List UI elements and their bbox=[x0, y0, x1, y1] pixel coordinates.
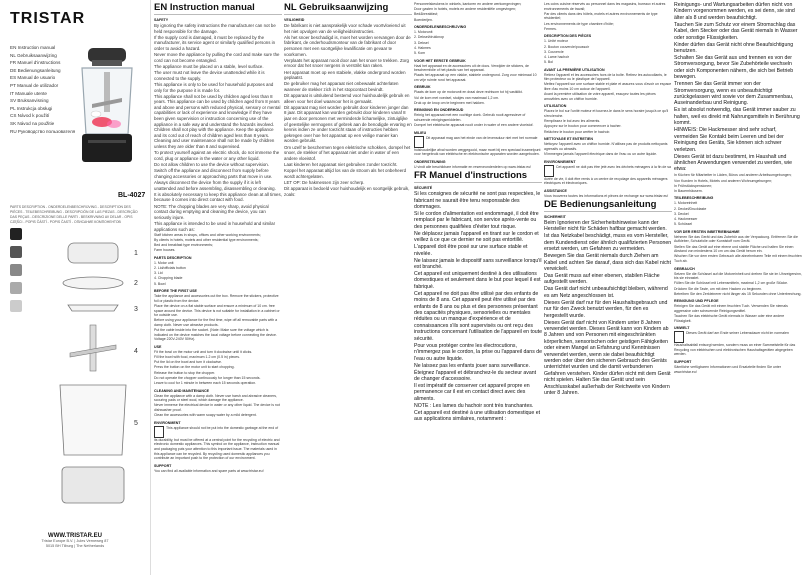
use-instructions-item: Do not operate the chopper continuously for longer than 15 seconds. bbox=[154, 375, 261, 380]
diagram-label-2: 2 bbox=[134, 280, 138, 287]
environment-body: Cet appareil ne doit pas être jeté avec les déchets ménagers à la fin de sa durée de vie, il doit être remis à un centre de recyclage des appareils ménagers électriques et électroniques. bbox=[544, 164, 671, 186]
environment-text bbox=[154, 426, 282, 461]
website-link[interactable]: WWW.TRISTAR.EU bbox=[48, 533, 102, 539]
safety-paragraph: If the supply cord is damaged, it must be replaced by the manufacturer, its service agent or similarly qualified persons in order to avoid a hazard. bbox=[154, 34, 276, 51]
support-text: You can find all available information and spare parts at www.tristar.eu! bbox=[154, 468, 264, 473]
before-first-use-item: Take the appliance and accessories out the box. Remove the stickers, protective foil or plastic from the device. bbox=[154, 294, 279, 303]
parts-description-item: 1. Motor unit bbox=[154, 260, 174, 265]
diagram-label-3: 3 bbox=[134, 306, 138, 313]
diagram-label-1: 1 bbox=[134, 250, 138, 257]
safety-paragraph: Ne laissez pas les enfants jouer sans surveillance. bbox=[414, 362, 530, 369]
usage-item: Von Kunden in Hotels, Motels und anderen Wohnumgebungen; bbox=[674, 178, 773, 183]
safety-heading: SICHERHEIT bbox=[544, 214, 566, 219]
environment-heading: ENVIRONNEMENT bbox=[544, 159, 576, 164]
before-first-use-item: Nehmen Sie das Gerät und das Zubehör aus der Verpackung. Entfernen Sie die Aufkleber, Schutzfolie oder Kunststoff vom Gerät. bbox=[674, 234, 798, 244]
parts-description-item: 5. Bowl bbox=[154, 281, 166, 286]
safety-paragraph: Das Gerät darf nicht unbeaufsichtigt bleiben, während es am Netz angeschlossen ist. bbox=[544, 286, 668, 299]
use-instructions-item: Leave to cool for 1 minute in between each 15 seconds operation. bbox=[154, 381, 257, 386]
safety-paragraph: Als het snoer beschadigd is, moet het worden vervangen door de fabrikant, de onderhoudsmonteur van de fabrikant of door personen met een soortgelijke kwalificatie om gevaar te voorkomen. bbox=[284, 34, 411, 57]
parts-description-item: 4. Chopping blade bbox=[154, 276, 183, 281]
safety-paragraph: Schalten Sie das Gerät aus und trennen es von der Stromversorgung, bevor Sie Zubehörteile wechseln oder sich Komponenten nähern, die sich bei Betrieb bewegen. bbox=[674, 55, 794, 81]
safety-heading: SAFETY bbox=[154, 18, 169, 22]
usage-item: Fermes. bbox=[544, 26, 557, 31]
safety-paragraph: Het apparaat moet op een stabiele, vlakke ondergrond worden geplaatst. bbox=[284, 69, 406, 81]
safety-paragraph: Bewegen Sie das Gerät niemals durch Ziehen am Kabel und achten Sie darauf, dass sich das Kabel nicht verwickelt. bbox=[544, 253, 671, 272]
usage-item: Les coins cuisine réservés au personnel dans les magasins, bureaux et autres environnements de travail; bbox=[544, 2, 666, 11]
safety-paragraph: This appliance is only to be used for household purposes and only for the purpose it is made for. bbox=[154, 81, 274, 93]
safety-paragraph: De fabrikant is niet aansprakelijk voor schade voortvloeiend uit het niet opvolgen van de veiligheidsinstructies. bbox=[284, 23, 406, 34]
parts-description-item: 2. Lid/officials button bbox=[154, 266, 186, 271]
environment-heading: MILIEU bbox=[414, 130, 427, 135]
safety-paragraph: Dieses Gerät ist dazu bestimmt, im Haushalt und ähnlichen Anwendungen verwendet zu werden, wie etwa: bbox=[674, 153, 792, 173]
safety-paragraph: Es ist absolut notwendig, das Gerät immer sauber zu halten, weil es direkt mit Nahrungsmitteln in Berührung kommt. bbox=[674, 107, 800, 127]
safety-paragraph: Ist das Netzkabel beschädigt, muss es vom Hersteller, dem Kundendienst oder ähnlich qualifizierten Personen ersetzt werden, um Gefahren zu vermeiden. bbox=[544, 233, 672, 253]
before-first-use-item: Haal het apparaat en de accessoires uit de doos. Verwijder de stickers, de beschermfolie of het plastic van het apparaat. bbox=[414, 63, 529, 73]
usage-item: Les environnements de type chambre d'hôte; bbox=[544, 21, 614, 26]
use-instructions-item: Vul de kom met voedsel, stukjes van maximaal 1,2 cm. bbox=[414, 95, 500, 100]
parts-description-item: 4. Lame hachoir bbox=[544, 54, 570, 59]
recycle-bin-icon bbox=[544, 165, 554, 177]
use-instructions-item: Press the button on the motor unit to start chopping. bbox=[154, 365, 235, 370]
use-instructions-item: Placez le bol sur l'unité moteur et tournez-le dans le sens horaire jusqu'à ce qu'il s'enclenche. bbox=[544, 109, 669, 119]
safety-paragraph: Das Gerät muss auf einer ebenen, stabilen Fläche aufgestellt werden. bbox=[544, 272, 660, 286]
before-first-use-item: Before using your appliance for the first time, wipe off all removable parts with a damp cloth. Never use abrasive products. bbox=[154, 318, 278, 327]
cleaning-maintenance-item: Clean the appliance with a damp cloth. Never use harsh and abrasive cleaners, scouring pads or steel wool, which damage the appliance. bbox=[154, 393, 277, 403]
section-heading: EN Instruction manual bbox=[154, 2, 282, 15]
model-number: BL-4027 bbox=[118, 192, 146, 199]
cleaning-maintenance-item: Reinig het apparaat met een vochtige doek. Gebruik nooit agressieve of schurende reinigingsmiddelen. bbox=[414, 113, 526, 123]
environment-text bbox=[674, 331, 802, 357]
use-instructions-heading: GEBRAUCH bbox=[674, 266, 695, 271]
cleaning-maintenance-item: Tauchen Sie das elektrische Gerät niemals in Wasser oder eine andere Flüssigkeit. bbox=[674, 314, 785, 323]
use-instructions-item: Füllen Sie die Schüssel mit Lebensmitteln, maximal 1,2 cm große Stücke. bbox=[674, 281, 788, 286]
usage-item: Bed&breakfast; bbox=[414, 12, 438, 17]
safety-paragraph: L'appareil doit être posé sur une surface stable et nivelée. bbox=[414, 244, 528, 257]
exploded-parts-diagram bbox=[38, 235, 148, 535]
column-fr-continued bbox=[544, 2, 672, 572]
before-first-use-item: Stellen Sie das Gerät auf eine ebene und stabile Fläche und halten Sie einen Abstand von mindestens 10 cm um das Gerät herum ein. bbox=[674, 244, 794, 254]
before-first-use-item: Avant la première utilisation de votre appareil, essuyez toutes les pièces amovibles avec un chiffon humide. bbox=[544, 92, 656, 101]
safety-paragraph: Pour vous protéger contre les électrocutions, n'immergez pas le cordon, la prise ou l'appareil dans de l'eau ou autre liquide. bbox=[414, 342, 542, 362]
recycle-bin-icon bbox=[674, 331, 684, 343]
cleaning-maintenance-heading: REINIGING EN ONDERHOUD bbox=[414, 108, 464, 113]
cleaning-maintenance-item: Reinigen Sie das Gerät mit einem feuchten Tuch. Verwenden Sie niemals aggressive oder scheuernde Reinigungsmittel. bbox=[674, 304, 788, 313]
support-heading: SUPPORT bbox=[154, 463, 172, 468]
language-entry[interactable]: RU Руководство пользователя bbox=[10, 128, 76, 134]
safety-heading: VEILIGHEID bbox=[284, 18, 305, 22]
safety-paragraph: Si les consignes de sécurité ne sont pas respectées, le fabricant ne saurait être tenu responsable des dommages. bbox=[414, 191, 541, 210]
usage-item: Door gasten in hotels, motels en andere residentiële omgevingen; bbox=[414, 7, 516, 12]
parts-description-item: 1. Motoreinheit bbox=[674, 201, 698, 206]
cleaning-maintenance-item: Clean the accessories with warm soapy water by a mild detergent. bbox=[154, 413, 257, 418]
usage-item: Bed and breakfast type environments; bbox=[154, 243, 213, 248]
safety-paragraph: LET OP: De hakmessen zijn zeer scherp. bbox=[284, 179, 365, 185]
use-instructions-item: Setzen Sie die Schüssel auf die Motoreinheit und drehen Sie sie im Uhrzeigersinn, bis sie einrastet. bbox=[674, 271, 802, 281]
safety-paragraph: This appliance shall not be used by children aged less than 8 years. This appliance can be used by children aged from 8 years and above and persons with reduced physical, sensory or mental capabilities or lack of experience and knowledge if they have been given supervision or instruction concerning use of the appliance in a safe way and understand the hazards involved. Children shall not play with the appliance. Keep the appliance and its cord out of reach of children aged less than 8 years. Cleaning and user maintenance shall not be made by children unless they are older than 8 and supervised. bbox=[154, 93, 281, 150]
usage-item: Par des clients dans des hôtels, motels et autres environnements de type résidentiel; bbox=[544, 11, 658, 21]
support-text: Sämtliche verfügbaren Informationen und Ersatzteile finden Sie unter www.tristar.eu! bbox=[674, 365, 782, 374]
language-entry[interactable]: IT Manuale utente bbox=[10, 90, 47, 96]
safety-paragraph: Éteignez l'appareil et débranchez-le du secteur avant de changer d'accessoire. bbox=[414, 369, 537, 382]
use-instructions-item: Put the lid on the bowl and turn it clockwise. bbox=[154, 360, 222, 365]
parts-description-item: 2. Bouton couvercle/poussoir bbox=[544, 44, 590, 49]
before-first-use-item: Put the cable inside into the socket. (Note: Make sure the voltage which is indicated on the device matches the local voltage before connecting the device. Voltage 220V-240V 50Hz). bbox=[154, 328, 277, 342]
safety-paragraph: Ne déplacez jamais l'appareil en tirant sur le cordon et veillez à ce que ce dernier ne soit pas entortillé. bbox=[414, 230, 539, 244]
usage-item: Staff kitchen areas in shops, offices and other working environments; bbox=[154, 232, 261, 237]
usage-item: Boerderijen. bbox=[414, 17, 433, 22]
safety-paragraph: Dieses Gerät darf nicht von Kindern unter 8 Jahren verwendet werden. Dieses Gerät kann von Kindern ab 8 Jahren und von Personen mit eingeschränkten körperlichen, sensorischen oder geistigen Fähigkeiten oder einem Mangel an Erfahrung und Kenntnissen verwendet werden, wenn sie dabei beaufsichtigt werden oder über den sicheren Gebrauch des Geräts unterrichtet wurden und die damit verbundenen Gefahren verstehen. Kinder dürfen nicht mit dem Gerät nicht spielen. Halten Sie das Gerät und sein Anschlusskabel außerhalb der Reichweite von Kindern unter 8 Jahren. bbox=[544, 319, 671, 397]
diagram-label-4: 4 bbox=[134, 348, 138, 355]
language-entry[interactable]: NL Gebruiksaanwijzing bbox=[10, 52, 57, 58]
safety-paragraph: Koppel het apparaat altijd los van de stroom als het onbeheerd wordt achtergelaten. bbox=[284, 168, 407, 179]
parts-description-item: 4. Hakmes bbox=[414, 45, 431, 50]
cleaning-maintenance-item: Never immerse the electrical device in water or any other liquid. The device is not dishwasher proof. bbox=[154, 403, 280, 412]
usage-item: In Frühstückspensionen; bbox=[674, 183, 713, 188]
cleaning-maintenance-item: N'immergez jamais l'appareil électrique dans de l'eau ou un autre liquide. bbox=[544, 151, 658, 156]
cleaning-maintenance-item: Dompel het elektrische apparaat nooit onder in water of een andere vloeistof. bbox=[414, 123, 534, 128]
environment-heading: ENVIRONMENT bbox=[154, 420, 181, 425]
cover-footer bbox=[0, 533, 150, 549]
safety-paragraph: It is absolutely necessary to keep this appliance clean at all times, because it comes into direct contact with food. bbox=[154, 191, 282, 203]
safety-paragraph: Cet appareil est uniquement destiné à des utilisations domestiques et seulement dans le but pour lequel il est fabriqué. bbox=[414, 271, 541, 290]
before-first-use-item: Wischen Sie vor dem ersten Gebrauch alle abnehmbaren Teile mit einem feuchten Tuch ab. bbox=[674, 254, 802, 263]
column-de-continued bbox=[674, 2, 802, 572]
support-heading: ASSISTANCE bbox=[544, 188, 567, 193]
safety-paragraph: Dit apparaat is bedoeld voor huishoudelijk en soortgelijk gebruik, zoals: bbox=[284, 186, 410, 197]
parts-description-item: 4. Hackmesser bbox=[674, 217, 698, 222]
usage-item: In Bauernhäusern. bbox=[674, 188, 703, 193]
language-entry[interactable]: EN Instruction manual bbox=[10, 45, 56, 50]
safety-paragraph: Ne laissez jamais le dispositif sans surveillance lorsqu'il est branché. bbox=[414, 257, 542, 271]
parts-description-item: 3. Deksel bbox=[414, 40, 429, 45]
section-heading: NL Gebruiksaanwijzing bbox=[284, 2, 412, 15]
before-first-use-heading: AVANT LA PREMIÈRE UTILISATION bbox=[544, 67, 605, 72]
before-first-use-heading: VOR DER ERSTEN INBETRIEBNAHME bbox=[674, 229, 740, 234]
support-text: Vous trouverez toutes les informations et pièces de rechange sur www.tristar.eu! bbox=[544, 193, 669, 198]
safety-paragraph: The appliance must be placed on a stable, level surface. bbox=[154, 63, 264, 69]
use-instructions-item: Fill the bowl with food, maximum 1.2 cm (0.5 in) pieces. bbox=[154, 355, 240, 360]
cover-panel bbox=[0, 0, 151, 575]
safety-paragraph: Cet appareil est destiné à une utilisation domestique et aux applications similaires, notamment : bbox=[414, 409, 541, 423]
safety-paragraph: Verplaats het apparaat nooit door aan het snoer te trekken. Zorg ervoor dat het snoer nergens in verstrikt kan raken. bbox=[284, 57, 409, 69]
language-entry[interactable]: SV Bruksanvisning bbox=[10, 98, 49, 104]
safety-paragraph: Il est impératif de conserver cet appareil propre en permanence car il est en contact direct avec des aliments. bbox=[414, 382, 530, 402]
address-line-2: 5015 BH Tilburg | The Netherlands bbox=[45, 544, 105, 549]
parts-description-item: 1. Motorunit bbox=[414, 30, 433, 35]
language-entry[interactable]: SK Návod na použitie bbox=[10, 120, 55, 126]
usage-item: Personeelskeukens in winkels, kantoren en andere werkomgevingen; bbox=[414, 2, 522, 6]
safety-paragraph: This appliance is intended to be used in household and similar applications such as: bbox=[154, 220, 276, 232]
safety-paragraph: Beim Ignorieren der Sicherheitshinweise kann der Hersteller nicht für Schäden haftbar gemacht werden. bbox=[544, 219, 667, 233]
brand-logo: TRISTAR bbox=[10, 10, 86, 27]
safety-paragraph: Switch off the appliance and disconnect from supply before changing accessories or approaching parts that move in use. bbox=[154, 168, 273, 179]
safety-paragraph: The user must not leave the device unattended while it is connected to the supply. bbox=[154, 70, 265, 81]
support-heading: ONDERSTEUNING bbox=[414, 160, 446, 164]
parts-description-item: 5. Kom bbox=[414, 50, 426, 55]
usage-item: In Küchen für Mitarbeiter in Läden, Büros und anderen Arbeitsumgebungen; bbox=[674, 173, 792, 178]
column-en bbox=[154, 2, 282, 572]
diagram-label-5: 5 bbox=[134, 420, 138, 427]
parts-description-item: 2. Deksel/drukknop bbox=[414, 35, 444, 40]
cleaning-maintenance-item: Nettoyez l'appareil avec un chiffon humide. N'utilisez pas de produits nettoyants agressifs ou abrasifs. bbox=[544, 142, 668, 151]
parts-description-item: 5. Bol bbox=[544, 60, 553, 65]
recycle-bin-icon bbox=[414, 136, 424, 148]
before-first-use-item: Place the device on a flat stable surface and ensure a minimum of 10 cm. free space around the device. This device is not suitable for installation in a cabinet or for outside use. bbox=[154, 303, 280, 318]
use-instructions-item: Remplissez le bol avec les aliments. bbox=[544, 119, 601, 124]
parts-description-heading: ONDERDELENBESCHRIJVING bbox=[414, 25, 467, 30]
safety-paragraph: Dieses Gerät darf nur für den Haushaltsgebrauch und nur für den Zweck benutzt werden, für den es hergestellt wurde. bbox=[544, 299, 668, 319]
safety-paragraph: NOTE : Les lames du hachoir sont très tranchantes. bbox=[414, 402, 534, 409]
support-heading: SUPPORT bbox=[674, 360, 692, 365]
language-entry[interactable]: FR Manuel d'instructions bbox=[10, 60, 61, 66]
before-first-use-item: Retirez l'appareil et les accessoires hors de la boîte. Retirez les autocollants, le film protecteur ou le plastique de l'appareil. bbox=[544, 72, 667, 82]
safety-paragraph: Si le cordon d'alimentation est endommagé, il doit être remplacé par le fabricant, son service après-vente ou des personnes qualifiées d'éviter tout risque. bbox=[414, 211, 539, 230]
safety-paragraph: Laat kinderen het apparaat niet gebruiken zonder toezicht. bbox=[284, 162, 398, 167]
column-nl-continued bbox=[414, 2, 542, 572]
language-entry[interactable]: CS Návod k použití bbox=[10, 113, 50, 119]
safety-heading: SÉCURITÉ bbox=[414, 186, 433, 191]
safety-paragraph: Reinigungs- und Wartungsarbeiten dürfen nicht von Kindern vorgenommen werden, es sei denn, sie sind älter als 8 und werden beaufsichtigt. bbox=[674, 2, 795, 21]
use-instructions-item: Plaats de kom op de motorunit en draai deze rechtsom tot hij vastklikt. bbox=[414, 90, 523, 95]
parts-description-item: 3. Lid bbox=[154, 271, 163, 276]
environment-text bbox=[544, 165, 672, 186]
safety-paragraph: Never move the appliance by pulling the cord and make sure the cord can not become entangled. bbox=[154, 52, 280, 63]
safety-paragraph: NOTE: The chopping blades are very sharp, avoid physical contact during emptying and cleaning the device, you can seriously injure. bbox=[154, 203, 269, 220]
before-first-use-heading: VOOR HET EERSTE GEBRUIK bbox=[414, 58, 466, 63]
parts-description-heading: PARTS DESCRIPTION bbox=[154, 255, 192, 260]
safety-paragraph: Dit apparaat mag niet worden gebruikt door kinderen jonger dan 8 jaar. Dit apparaat kan worden gebruikt door kinderen vanaf 8 jaar en door personen met verminderde lichamelijke, zintuiglijke of geestelijke vermogens of gebrek aan de benodigde ervaring en kennis indien ze onder toezicht staan of instructies hebben gekregen over hoe het apparaat op een veilige manier kan worden gebruikt. bbox=[284, 104, 412, 144]
part-icons bbox=[10, 228, 30, 318]
use-instructions-item: Release the button to stop the chopper. bbox=[154, 370, 216, 375]
safety-paragraph: By ignoring the safety instructions the manufacturer can not be held responsible for the damage. bbox=[154, 23, 276, 34]
environment-body: Dieses Gerät darf am Ende seiner Lebensdauer nicht im normalen Haushaltsabfall entsorgt werden, sondern muss an einer Sammelstelle für das Recycling von elektrischen und elektronischen Haushaltsgeräten abgegeben werden. bbox=[674, 331, 796, 357]
before-first-use-item: Mettez l'appareil sur une surface stable et plate et assurez-vous d'avoir un espace libre d'au moins 10 cm autour de l'appareil. bbox=[544, 82, 672, 92]
safety-paragraph: Kinder dürfen das Gerät nicht ohne Beaufsichtigung benutzen. bbox=[674, 41, 794, 55]
parts-description-heading: TEILEBESCHREIBUNG bbox=[674, 196, 714, 201]
safety-paragraph: Om uzelf te beschermen tegen elektrische schokken, dompel het snoer, de stekker of het apparaat niet onder in water of een andere vloeistof. bbox=[284, 144, 411, 161]
support-text: U vindt alle beschikbare informatie en reserveonderdelen op www.tristar.eu! bbox=[414, 165, 532, 169]
use-instructions-item: Drücken Sie die Taste, um mit dem Hacken zu beginnen. bbox=[674, 286, 763, 291]
use-instructions-item: Fit the bowl on the motor unit and turn it clockwise until it clicks. bbox=[154, 349, 253, 354]
cleaning-maintenance-heading: REINIGUNG UND PFLEGE bbox=[674, 299, 719, 304]
language-entry[interactable]: PL Instrukcja obsługi bbox=[10, 105, 53, 111]
safety-paragraph: Do not allow children to use the device without supervision. bbox=[154, 162, 269, 167]
parts-description-item: 2. Deckel/Drucktaste bbox=[674, 206, 707, 211]
section-heading: FR Manuel d'instructions bbox=[414, 170, 542, 183]
safety-paragraph: Always disconnect the device from the supply if it is left unattended and before assembling, disassembling or cleaning. bbox=[154, 179, 276, 191]
use-instructions-item: Druk op de knop om te beginnen met hakken. bbox=[414, 100, 485, 105]
language-entry[interactable]: DE Bedienungsanleitung bbox=[10, 67, 61, 73]
cleaning-maintenance-heading: NETTOYAGE ET ENTRETIEN bbox=[544, 137, 593, 142]
usage-item: Farm houses. bbox=[154, 248, 176, 253]
language-entry[interactable]: PT Manual de utilizador bbox=[10, 82, 59, 88]
language-entry[interactable]: ES Manual de usuario bbox=[10, 75, 56, 81]
environment-body: This appliance should not be put into the domestic garbage at the end of its durability, but must be offered at a central point for the recycling of electric and electronic domestic appliances. This symbol on the appliance, instruction manual and packaging puts your attention to this important issue. The materials used in this appliance can be recycled. By recycling used domestic appliances you contribute an important push to the protection of our environment. bbox=[154, 425, 280, 461]
use-instructions-item: Appuyez sur le bouton pour commencer à hacher. bbox=[544, 124, 622, 129]
usage-item: By clients in hotels, motels and other residential type environments; bbox=[154, 237, 259, 242]
environment-body: Dit apparaat mag aan het einde van de levensduur niet met het normale huishoudelijke afval worden weggegooid, maar moet bij een speciaal inzamelpunt voor hergebruik van elektrische en elektronische apparaten worden aangeboden. bbox=[414, 135, 541, 157]
parts-description-item: 3. Couvercle bbox=[544, 49, 564, 54]
parts-description-heading: DESCRIPTION DES PIÈCES bbox=[544, 34, 592, 39]
safety-paragraph: Cet appareil ne doit pas être utilisé par des enfants de moins de 8 ans. Cet appareil peut être utilisé par des enfants de 8 ans ou plus et des personnes présentant des capacités physiques, sensorielles ou mentales réduites ou un manque d'expérience et de connaissances s'ils sont supervisés ou ont reçu des instructions concernant l'utilisation de l'appareil en toute sécurité. bbox=[414, 290, 542, 342]
safety-paragraph: Dit apparaat is uitsluitend bestemd voor huishoudelijk gebruik en alleen voor het doel waarvoor het is gemaakt. bbox=[284, 93, 410, 104]
use-instructions-heading: USE bbox=[154, 344, 162, 349]
safety-paragraph: Trennen Sie das Gerät immer von der Stromversorgung, wenn es unbeaufsichtigt zurückgelassen wird sowie vor dem Zusammenbau, Auseinanderbau und Reinigung. bbox=[674, 81, 794, 107]
use-instructions-item: Betreiben Sie den Zerkleinerer nicht länger als 15 Sekunden ohne Unterbrechung. bbox=[674, 291, 802, 296]
column-nl bbox=[284, 2, 412, 572]
before-first-use-item: Plaats het apparaat op een vlakke, stabiele ondergrond. Zorg voor minimaal 10 cm vrije ruimte rond het apparaat. bbox=[414, 73, 537, 82]
before-first-use-heading: BEFORE THE FIRST USE bbox=[154, 289, 197, 294]
safety-paragraph: De gebruiker mag het apparaat niet onbewaakt achterlaten wanneer de stekker zich in het stopcontact bevindt. bbox=[284, 81, 399, 92]
safety-paragraph: HINWEIS: Die Hackmesser sind sehr scharf, vermeiden Sie Kontakt beim Leeren und bei der Reinigung des Geräts, Sie können sich schwer verletzen. bbox=[674, 127, 784, 153]
chopper-product-image bbox=[72, 42, 142, 172]
use-instructions-heading: UTILISATION bbox=[544, 104, 567, 109]
safety-paragraph: To protect yourself against an electric shock, do not immerse the cord, plug or appliance in the water or any other liquid. bbox=[154, 150, 280, 161]
parts-description-item: 1. Unité moteur bbox=[544, 39, 568, 44]
environment-heading: UMWELT bbox=[674, 326, 690, 331]
address-line-1: Tristar Europe B.V. | Jules Verneweg 87 bbox=[41, 539, 109, 543]
parts-description-item: 3. Deckel bbox=[674, 211, 689, 216]
use-instructions-heading: GEBRUIK bbox=[414, 85, 431, 90]
cover-fineprint: PARTS DESCRIPTION - ONDERDELENBESCHRIJVING - DESCRIPTION DES PIÈCES - TEILEBESCHREIBUNG - DESCRIPCIÓN DE LAS PIEZAS - DESCRIÇÃO DAS PEÇAS - DESCRIZIONE DELLE PARTI - BESKRIVNING AV DELAR - OPIS CZĘŚCI - POPIS ČÁSTÍ - POPIS ČASTÍ - ОПИСАНИЕ КОМПОНЕНТОВ bbox=[10, 205, 138, 224]
environment-text bbox=[414, 136, 542, 157]
cleaning-maintenance-heading: CLEANING AND MAINTENANCE bbox=[154, 388, 209, 393]
safety-paragraph: Tauchen Sie zum Schutz vor einem Stromschlag das Kabel, den Stecker oder das Gerät niemals in Wasser oder sonstige Flüssigkeiten. bbox=[674, 21, 798, 41]
recycle-bin-icon bbox=[154, 426, 164, 438]
section-heading: DE Bedienungsanleitung bbox=[544, 199, 672, 212]
parts-description-item: 5. Schüssel bbox=[674, 222, 693, 227]
use-instructions-item: Relâchez le bouton pour arrêter le hachoir. bbox=[544, 129, 611, 134]
